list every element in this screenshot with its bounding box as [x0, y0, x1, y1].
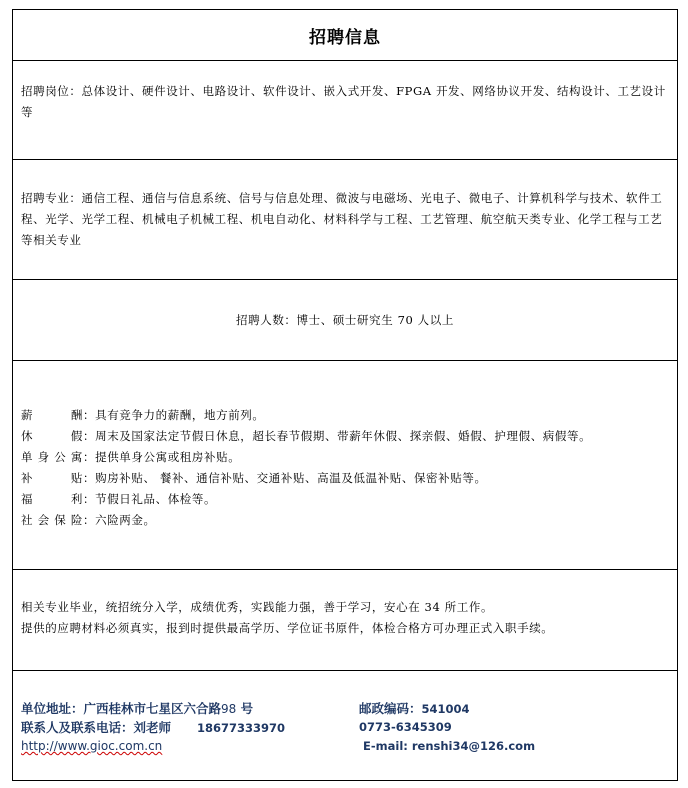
- majors-text: 招聘专业：通信工程、通信与信息系统、信号与信息处理、微波与电磁场、光电子、微电子、计算机科学与技术、软件工程、光学、光学工程、机械电子机械工程、机电自动化、材料科学与工程、工艺管理、航空航天类专业、化学工程与工艺等相关专业: [21, 191, 663, 247]
- postal-code: 邮政编码：541004: [359, 700, 470, 716]
- requirements-row: [13, 570, 677, 671]
- contact-person: 联系人及联系电话：刘老师 18677333970: [21, 719, 286, 735]
- benefit-text: ：购房补贴、 餐补、通信补贴、交通补贴、高温及低温补贴、保密补贴等。: [83, 471, 487, 485]
- benefit-allowance: [21, 468, 669, 489]
- positions-text: 招聘岗位：总体设计、硬件设计、电路设计、软件设计、嵌入式开发、FPGA 开发、网络协议开发、结构设计、工艺设计等: [21, 84, 666, 119]
- benefit-label: 补 贴: [21, 471, 83, 485]
- benefit-label: 单 身 公 寓: [21, 450, 83, 464]
- address: 单位地址：广西桂林市七星区六合路98 号: [21, 700, 254, 716]
- majors-row: [13, 160, 677, 280]
- benefit-text: ：六险两金。: [83, 513, 156, 527]
- requirement-line: 相关专业毕业，统招统分入学，成绩优秀，实践能力强，善于学习，安心在 34 所工作。: [21, 600, 494, 614]
- contact-line-web: [21, 736, 669, 755]
- benefit-welfare: [21, 489, 669, 510]
- benefit-leave: [21, 426, 669, 447]
- requirement-line: 提供的应聘材料必须真实，报到时提供最高学历、学位证书原件，体检合格方可办理正式入职手续。: [21, 621, 554, 635]
- benefit-salary: [21, 405, 669, 426]
- page-title: 招聘信息: [309, 27, 381, 48]
- website-link[interactable]: http://www.gioc.com.cn: [21, 739, 163, 753]
- count-row: [13, 280, 677, 361]
- benefit-text: ：提供单身公寓或租房补贴。: [83, 450, 241, 464]
- title-row: [13, 10, 677, 61]
- positions-row: [13, 61, 677, 160]
- email-address[interactable]: E-mail: renshi34@126.com: [363, 738, 536, 753]
- mobile-number: 18677333970: [197, 720, 286, 735]
- benefit-label: 福 利: [21, 492, 83, 506]
- count-text: 招聘人数：博士、硕士研究生 70 人以上: [236, 312, 454, 327]
- benefits-row: [13, 361, 677, 570]
- landline-number: 0773-6345309: [359, 719, 452, 734]
- benefit-insurance: [21, 510, 669, 531]
- benefit-text: ：具有竞争力的薪酬，地方前列。: [83, 408, 265, 422]
- contact-line-address: [21, 698, 669, 717]
- benefit-label: 社 会 保 险: [21, 513, 83, 527]
- contact-row: [13, 671, 677, 780]
- benefit-text: ：周末及国家法定节假日休息，超长春节假期、带薪年休假、探亲假、婚假、护理假、病假等。: [83, 429, 592, 443]
- benefit-apartment: [21, 447, 669, 468]
- benefit-label: 薪 酬: [21, 408, 83, 422]
- recruitment-table: [12, 9, 678, 781]
- benefit-text: ：节假日礼品、体检等。: [83, 492, 217, 506]
- benefit-label: 休 假: [21, 429, 83, 443]
- contact-line-phone: [21, 717, 669, 736]
